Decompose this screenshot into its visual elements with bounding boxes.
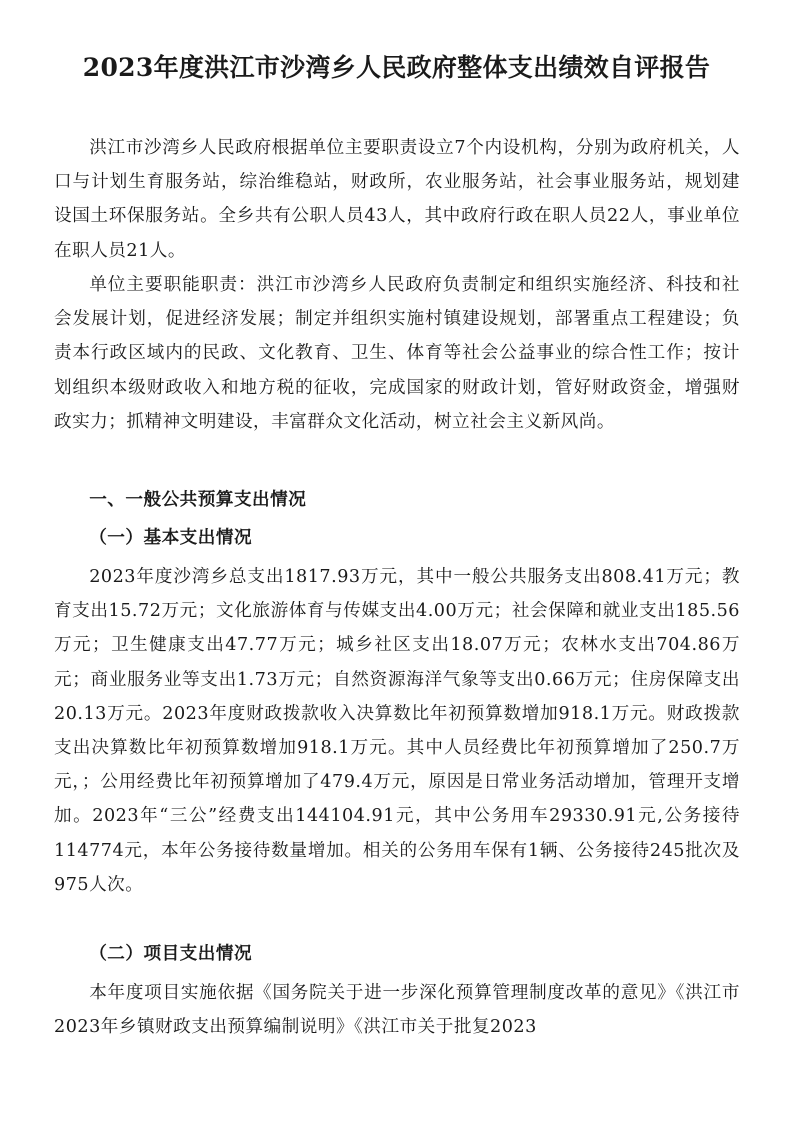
subsection-heading-basic-expenditure: （一）基本支出情况 [89,527,253,548]
section-heading-general-budget: 一、一般公共预算支出情况 [89,490,307,510]
document-title: 2023年度洪江市沙湾乡人民政府整体支出绩效自评报告 [82,53,711,82]
paragraph-duties: 单位主要职能职责：洪江市沙湾乡人民政府负责制定和组织实施经济、科技和社会发展计划，促进经济发展；制定并组织实施村镇建设规划，部署重点工程建设；负责本行政区域内的民政、文化教育、卫生、体育等社会公益事业的综合性工作；按计划组织本级财政收入和地方税的征收，完成国家的财政计划，管好财政资金，增强财政实力；抓精神文明建设，丰富群众文化活动，树立社会主义新风尚。 [54,275,740,432]
paragraph-project-expenditure: 本年度项目实施依据《国务院关于进一步深化预算管理制度改革的意见》《洪江市2023年乡镇财政支出预算编制说明》《洪江市关于批复2023 [54,983,740,1038]
subsection-heading-project-expenditure: （二）项目支出情况 [89,943,253,964]
paragraph-basic-expenditure: 2023年度沙湾乡总支出1817.93万元，其中一般公共服务支出808.41万元；教育支出15.72万元；文化旅游体育与传媒支出4.00万元；社会保障和就业支出185.56万元；卫生健康支出47.77万元；城乡社区支出18.07万元；农林水支出704.86万元；商业服务业等支出1.73万元；自然资源海洋气象等支出0.66万元；住房保障支出20.13万元。2023年度财政拨款收入决算数比年初预算数增加918.1万元。财政拨款支出决算数比年初预算数增加918.1万元。其中人员经费比年初预算增加了250.7万元，；公用经费比年初预算增加了479.4万元，原因是日常业务活动增加，管理开支增加。2023年“三公”经费支出144104.91元，其中公务用车29330.91元,公务接待114774元，本年公务接待数量增加。相关的公务用车保有1辆、公务接待245批次及975人次。 [54,567,740,895]
paragraph-institutions: 洪江市沙湾乡人民政府根据单位主要职责设立7个内设机构，分别为政府机关，人口与计划生育服务站，综治维稳站，财政所，农业服务站，社会事业服务站，规划建设国土环保服务站。全乡共有公职人员43人，其中政府行政在职人员22人，事业单位在职人员21人。 [54,138,740,261]
